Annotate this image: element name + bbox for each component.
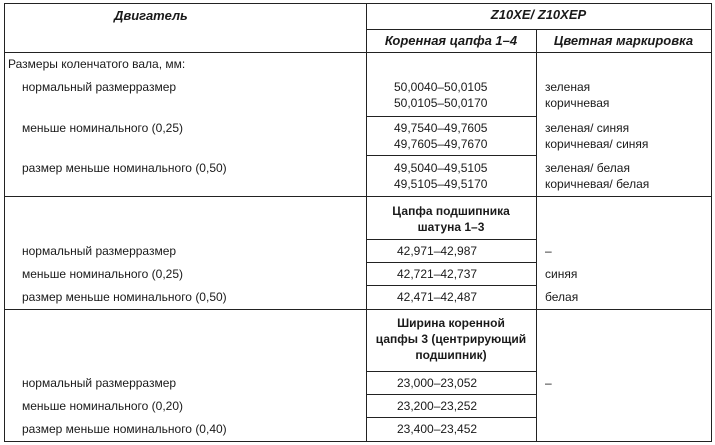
journal-size-value: 42,971–42,987 (397, 244, 478, 258)
color-marking: коричневая/ синяя (545, 137, 649, 151)
row-label: нормальный размерразмер (22, 244, 177, 258)
row-label: нормальный размерразмер (22, 80, 177, 94)
color-marking: зеленая (545, 80, 591, 94)
row-line (366, 285, 536, 286)
journal-size-value: 49,7605–49,7670 (394, 137, 488, 151)
row-label: размер меньше номинального (0,50) (22, 290, 227, 304)
color-marking: – (545, 376, 552, 390)
table-border-bottom (4, 441, 711, 442)
row-label: меньше номинального (0,25) (22, 267, 184, 281)
header-engine-models: Z10XE/ Z10XEP (490, 7, 587, 22)
row-label: размер меньше номинального (0,40) (22, 422, 227, 436)
header-color-marking: Цветная маркировка (553, 33, 694, 48)
journal-size-value: 49,7540–49,7605 (394, 121, 488, 135)
row-label: меньше номинального (0,25) (22, 121, 184, 135)
row-label: меньше номинального (0,20) (22, 399, 184, 413)
section-header: шатуна 1–3 (417, 220, 485, 234)
journal-size-value: 23,200–23,252 (397, 399, 478, 413)
row-label: размер меньше номинального (0,50) (22, 161, 227, 175)
color-marking: коричневая (545, 96, 610, 110)
table-border-top (4, 3, 711, 4)
row-line (366, 116, 536, 117)
section-title: Размеры коленчатого вала, мм: (8, 57, 186, 71)
header-divider (366, 29, 711, 30)
journal-size-value: 49,5105–49,5170 (394, 177, 488, 191)
row-line (366, 155, 536, 156)
header-main-journal: Коренная цапфа 1–4 (384, 33, 518, 48)
journal-size-value: 23,000–23,052 (397, 376, 478, 390)
color-marking: белая (545, 290, 579, 304)
journal-size-value: 42,471–42,487 (397, 290, 478, 304)
journal-size-value: 42,721–42,737 (397, 267, 478, 281)
journal-size-value: 50,0040–50,0105 (394, 80, 488, 94)
header-bottom-line (4, 52, 711, 53)
row-line (366, 417, 536, 418)
section-header: подшипник) (415, 348, 487, 362)
row-label: нормальный размерразмер (22, 376, 177, 390)
section-header: Ширина коренной (397, 316, 505, 330)
section-header: цапфы 3 (центрирующий (375, 332, 527, 346)
table-border-left (4, 3, 5, 442)
color-marking: коричневая/ белая (545, 177, 650, 191)
section-line (4, 309, 711, 310)
journal-size-value: 50,0105–50,0170 (394, 96, 488, 110)
row-line (366, 371, 536, 372)
row-line (366, 394, 536, 395)
header-engine-label: Двигатель (114, 8, 188, 23)
section-line (4, 196, 711, 197)
section-header: Цапфа подшипника (392, 204, 510, 218)
table-border-right (711, 3, 712, 442)
color-marking: зеленая/ белая (545, 161, 630, 175)
row-line (366, 239, 536, 240)
journal-size-value: 23,400–23,452 (397, 422, 478, 436)
color-marking: – (545, 244, 552, 258)
row-line (366, 262, 536, 263)
color-marking: синяя (545, 267, 578, 281)
journal-size-value: 49,5040–49,5105 (394, 161, 488, 175)
color-marking: зеленая/ синяя (545, 121, 630, 135)
column-divider (536, 29, 537, 442)
